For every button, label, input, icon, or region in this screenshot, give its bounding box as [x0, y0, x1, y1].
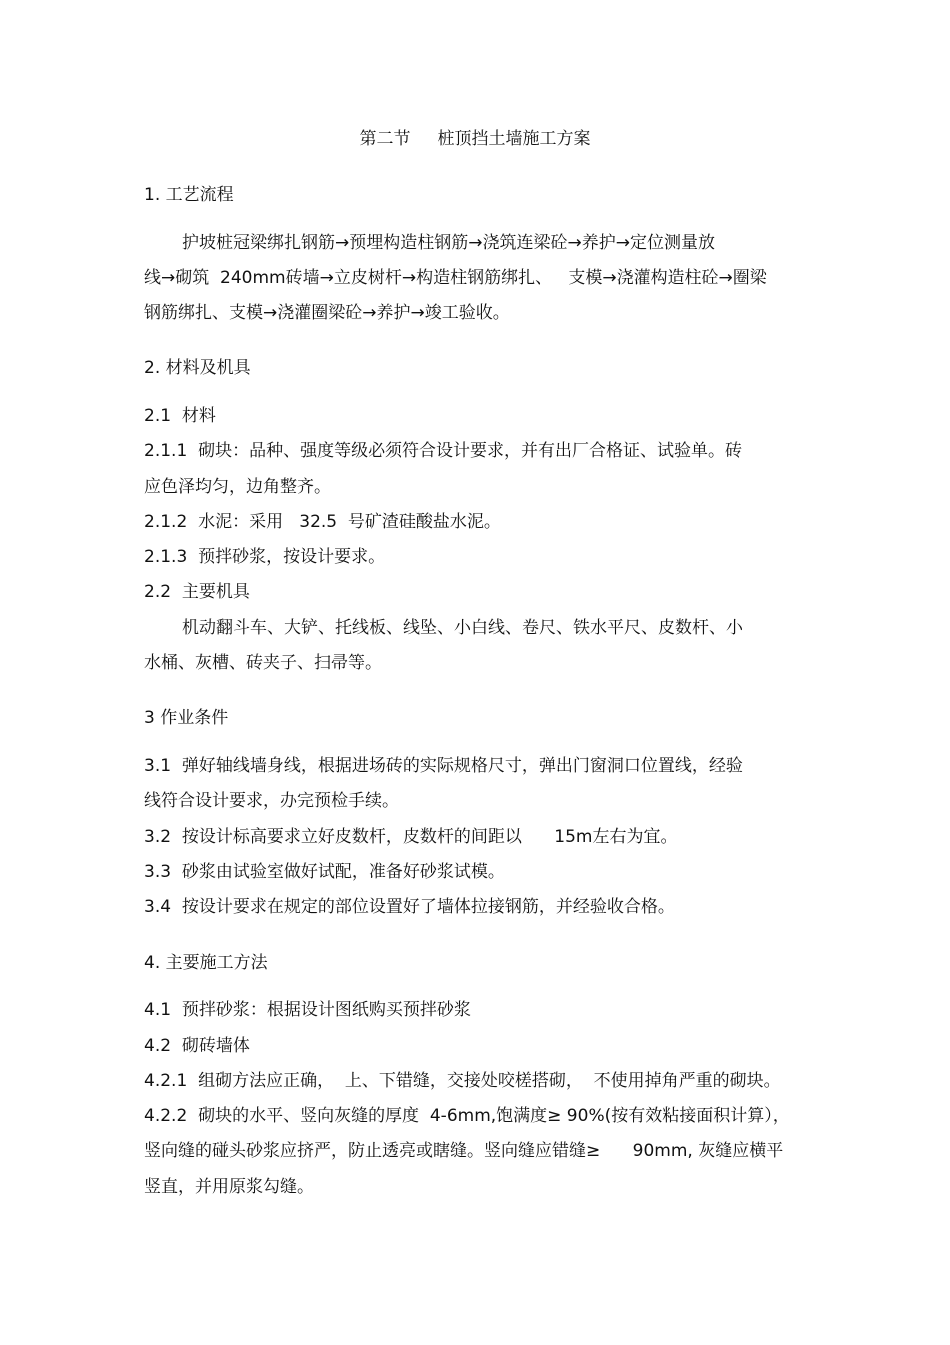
paragraph-line: 钢筋绑扎、支模→浇灌圈梁砼→养护→竣工验收。 [144, 303, 510, 323]
paragraph-line: 线→砌筑 240mm砖墙→立皮树杆→构造柱钢筋绑扎、 支模→浇灌构造柱砼→圈梁 [144, 268, 767, 288]
page-title: 第二节 桩顶挡土墙施工方案 [359, 129, 591, 149]
paragraph-line: 4.2.1 组砌方法应正确， 上、下错缝，交接处咬槎搭砌， 不使用掉角严重的砌块。 [144, 1071, 781, 1091]
subsection-heading: 2.1 材料 [144, 406, 216, 426]
paragraph-line: 3.3 砂浆由试验室做好试配，准备好砂浆试模。 [144, 862, 505, 882]
paragraph-line: 4.1 预拌砂浆：根据设计图纸购买预拌砂浆 [144, 1000, 471, 1020]
subsection-heading: 2.2 主要机具 [144, 582, 250, 602]
paragraph-line: 2.1.2 水泥：采用 32.5 号矿渣硅酸盐水泥。 [144, 512, 501, 532]
section-4-heading: 4. 主要施工方法 [144, 953, 268, 973]
subsection-heading: 4.2 砌砖墙体 [144, 1036, 250, 1056]
paragraph-line: 应色泽均匀，边角整齐。 [144, 477, 331, 497]
paragraph-line: 竖向缝的碰头砂浆应挤严，防止透亮或瞎缝。竖向缝应错缝≥ 90mm, 灰缝应横平 [144, 1141, 784, 1161]
paragraph-line: 3.1 弹好轴线墙身线，根据进场砖的实际规格尺寸，弹出门窗洞口位置线，经验 [144, 756, 743, 776]
paragraph-line: 线符合设计要求，办完预检手续。 [144, 791, 399, 811]
paragraph-line: 4.2.2 砌块的水平、竖向灰缝的厚度 4-6mm,饱满度≥ 90%(按有效粘接面积计算）， [144, 1106, 790, 1126]
section-2-heading: 2. 材料及机具 [144, 358, 251, 378]
paragraph-line: 2.1.3 预拌砂浆，按设计要求。 [144, 547, 386, 567]
paragraph-line: 水桶、灰槽、砖夹子、扫帚等。 [144, 653, 382, 673]
paragraph-line: 3.4 按设计要求在规定的部位设置好了墙体拉接钢筋，并经验收合格。 [144, 897, 675, 917]
paragraph-line: 护坡桩冠梁绑扎钢筋→预埋构造柱钢筋→浇筑连梁砼→养护→定位测量放 [182, 233, 715, 253]
paragraph-line: 竖直，并用原浆勾缝。 [144, 1177, 314, 1197]
section-3-heading: 3 作业条件 [144, 708, 229, 728]
paragraph-line: 机动翻斗车、大铲、托线板、线坠、小白线、卷尺、铁水平尺、皮数杆、小 [182, 618, 743, 638]
paragraph-line: 3.2 按设计标高要求立好皮数杆，皮数杆的间距以 15m左右为宜。 [144, 827, 678, 847]
section-1-heading: 1. 工艺流程 [144, 185, 234, 205]
paragraph-line: 2.1.1 砌块：品种、强度等级必须符合设计要求，并有出厂合格证、试验单。砖 [144, 441, 743, 461]
